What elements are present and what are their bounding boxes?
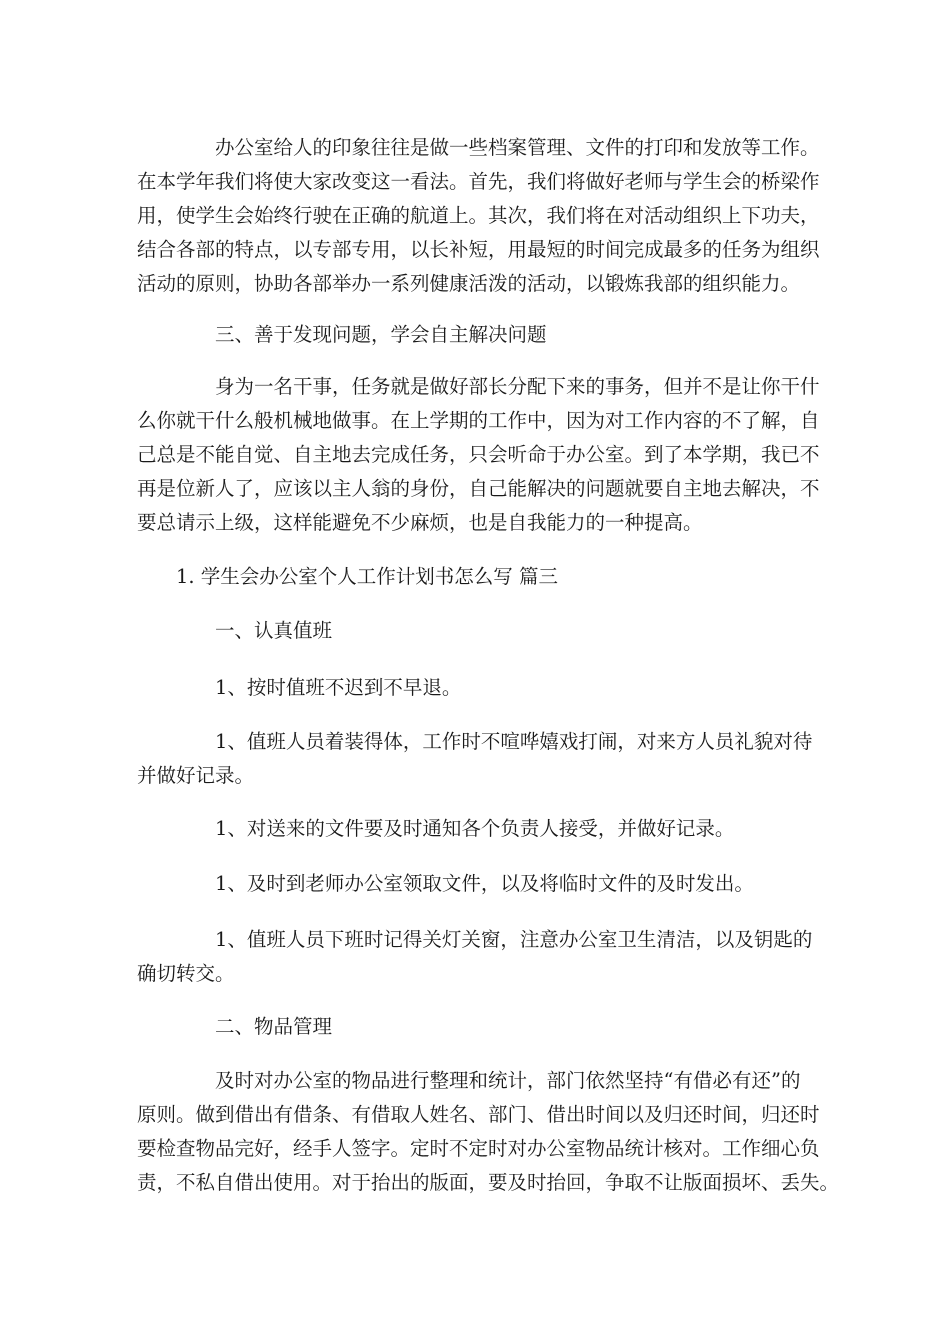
text-line: 再是位新人了，应该以主人翁的身份，自己能解决的问题就要自主地去解决，不 — [137, 477, 820, 500]
section-heading-three — [137, 318, 817, 352]
list-item-documents — [137, 812, 817, 846]
list-item-on-time — [137, 671, 817, 705]
text-line: 么你就干什么般机械地做事。在上学期的工作中，因为对工作内容的不了解，自 — [137, 409, 820, 432]
text-line: 原则。做到借出有借条、有借取人姓名、部门、借出时间以及归还时间，归还时 — [137, 1103, 820, 1126]
heading-text: 二、物品管理 — [215, 1015, 333, 1038]
text-line: 1、值班人员下班时记得关灯关窗，注意办公室卫生清洁，以及钥匙的 — [215, 928, 813, 951]
text-line: 责，不私自借出使用。对于抬出的版面，要及时抬回，争取不让版面损坏、丢失。 — [137, 1171, 840, 1194]
article-subtitle — [137, 560, 817, 594]
paragraph-office-impression — [137, 131, 820, 301]
text-line: 办公室给人的印象往往是做一些档案管理、文件的打印和发放等工作。 — [215, 136, 820, 159]
heading-text: 三、善于发现问题，学会自主解决问题 — [215, 323, 547, 346]
text-line: 并做好记录。 — [137, 764, 255, 787]
list-item-dress — [137, 725, 817, 793]
subtitle-text: 1. 学生会办公室个人工作计划书怎么写 篇三 — [176, 565, 559, 588]
text-line: 1、及时到老师办公室领取文件，以及将临时文件的及时发出。 — [215, 872, 754, 895]
text-line: 在本学年我们将使大家改变这一看法。首先，我们将做好老师与学生会的桥梁作 — [137, 170, 820, 193]
text-line: 及时对办公室的物品进行整理和统计，部门依然坚持“有借必有还”的 — [215, 1069, 801, 1092]
list-item-collect-files — [137, 867, 817, 901]
text-line: 活动的原则，协助各部举办一系列健康活泼的活动，以锻炼我部的组织能力。 — [137, 272, 801, 295]
text-line: 结合各部的特点，以专部专用，以长补短，用最短的时间完成最多的任务为组织 — [137, 238, 820, 261]
text-line: 要检查物品完好，经手人签字。定时不定时对办公室物品统计核对。工作细心负 — [137, 1137, 820, 1160]
text-line: 确切转交。 — [137, 962, 235, 985]
heading-text: 一、认真值班 — [215, 619, 333, 642]
text-line: 用，使学生会始终行驶在正确的航道上。其次，我们将在对活动组织上下功夫， — [137, 204, 820, 227]
paragraph-staff-duty — [137, 370, 820, 540]
section-heading-one — [137, 614, 817, 648]
text-line: 1、值班人员着装得体，工作时不喧哗嬉戏打闹，对来方人员礼貌对待 — [215, 730, 813, 753]
text-line: 要总请示上级，这样能避免不少麻烦，也是自我能力的一种提高。 — [137, 511, 703, 534]
text-line: 己总是不能自觉、自主地去完成任务，只会听命于办公室。到了本学期，我已不 — [137, 443, 820, 466]
text-line: 1、按时值班不迟到不早退。 — [215, 676, 462, 699]
paragraph-item-management — [137, 1064, 840, 1200]
list-item-closing — [137, 923, 817, 991]
section-heading-two — [137, 1010, 817, 1044]
text-line: 身为一名干事，任务就是做好部长分配下来的事务，但并不是让你干什 — [215, 375, 820, 398]
text-line: 1、对送来的文件要及时通知各个负责人接受，并做好记录。 — [215, 817, 735, 840]
